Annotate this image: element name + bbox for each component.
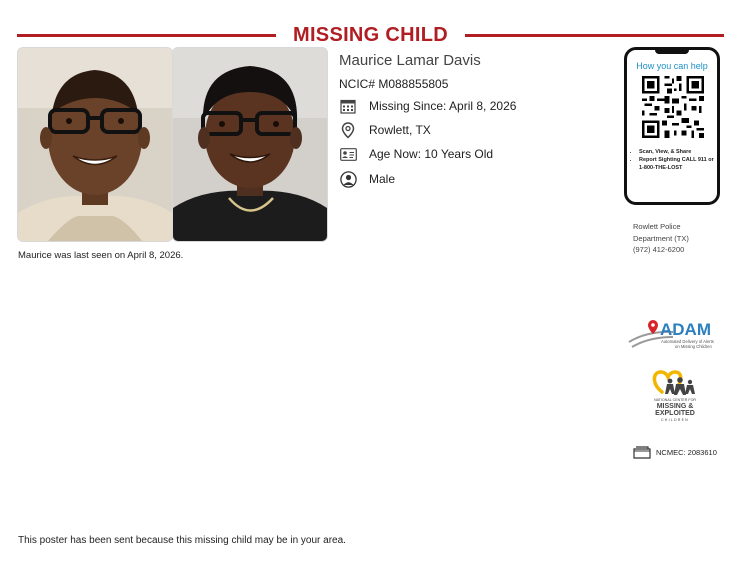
detail-age-text: Age Now: 10 Years Old bbox=[369, 147, 494, 161]
adam-logo bbox=[627, 318, 719, 354]
footer-note: This poster has been sent because this missing child may be in your area. bbox=[18, 535, 346, 546]
header-title-text: MISSING CHILD bbox=[283, 24, 458, 46]
help-bullets bbox=[629, 149, 717, 173]
id-card-icon bbox=[339, 145, 357, 163]
ncmec-line-2: MISSING & bbox=[656, 403, 694, 410]
help-bullet-report: • Report Sighting CALL 911 or 1-800-THE-LOST bbox=[639, 157, 717, 172]
person-icon bbox=[339, 170, 357, 188]
detail-age bbox=[339, 145, 493, 163]
folder-icon bbox=[633, 446, 651, 459]
detail-missing-since-text: Missing Since: April 8, 2026 bbox=[369, 99, 517, 113]
phone-notch bbox=[655, 49, 689, 54]
ncmec-line-4: CHILDREN bbox=[661, 418, 689, 422]
header-title bbox=[0, 24, 741, 47]
qr-code[interactable] bbox=[642, 76, 704, 138]
help-bullet-scan: • Scan, View, & Share bbox=[639, 149, 717, 156]
child-photo-1-image bbox=[18, 48, 172, 241]
child-photo-2-image bbox=[173, 48, 327, 241]
police-name-line1: Rowlett Police bbox=[633, 222, 681, 231]
adam-tagline-2: on Missing Children bbox=[675, 344, 712, 349]
adam-logo-text: ADAM bbox=[660, 320, 711, 339]
ncmec-logo bbox=[648, 368, 702, 428]
ncmec-case-number: NCMEC: 2083610 bbox=[656, 448, 717, 457]
location-pin-icon bbox=[339, 121, 357, 139]
child-photo-2 bbox=[172, 47, 328, 242]
detail-location bbox=[339, 121, 431, 139]
detail-sex bbox=[339, 170, 395, 188]
help-panel bbox=[624, 47, 720, 205]
help-title: How you can help bbox=[636, 61, 708, 71]
ncmec-case bbox=[633, 446, 717, 459]
last-seen-caption: Maurice was last seen on April 8, 2026. bbox=[18, 250, 184, 261]
ncic-number: NCIC# M088855805 bbox=[339, 77, 449, 91]
ncmec-line-1: NATIONAL CENTER FOR bbox=[654, 398, 696, 402]
child-name: Maurice Lamar Davis bbox=[339, 52, 481, 69]
ncmec-line-3: EXPLOITED bbox=[655, 410, 695, 417]
police-contact bbox=[633, 221, 689, 256]
child-photo-1 bbox=[17, 47, 173, 242]
adam-tagline-1: Automated Delivery of Alerts bbox=[661, 339, 714, 344]
detail-sex-text: Male bbox=[369, 172, 396, 186]
detail-location-text: Rowlett, TX bbox=[369, 123, 431, 137]
calendar-icon bbox=[339, 97, 357, 115]
police-name-line2: Department (TX) bbox=[633, 233, 689, 243]
detail-missing-since bbox=[339, 97, 516, 115]
police-phone[interactable]: (972) 412-6200 bbox=[633, 245, 685, 255]
